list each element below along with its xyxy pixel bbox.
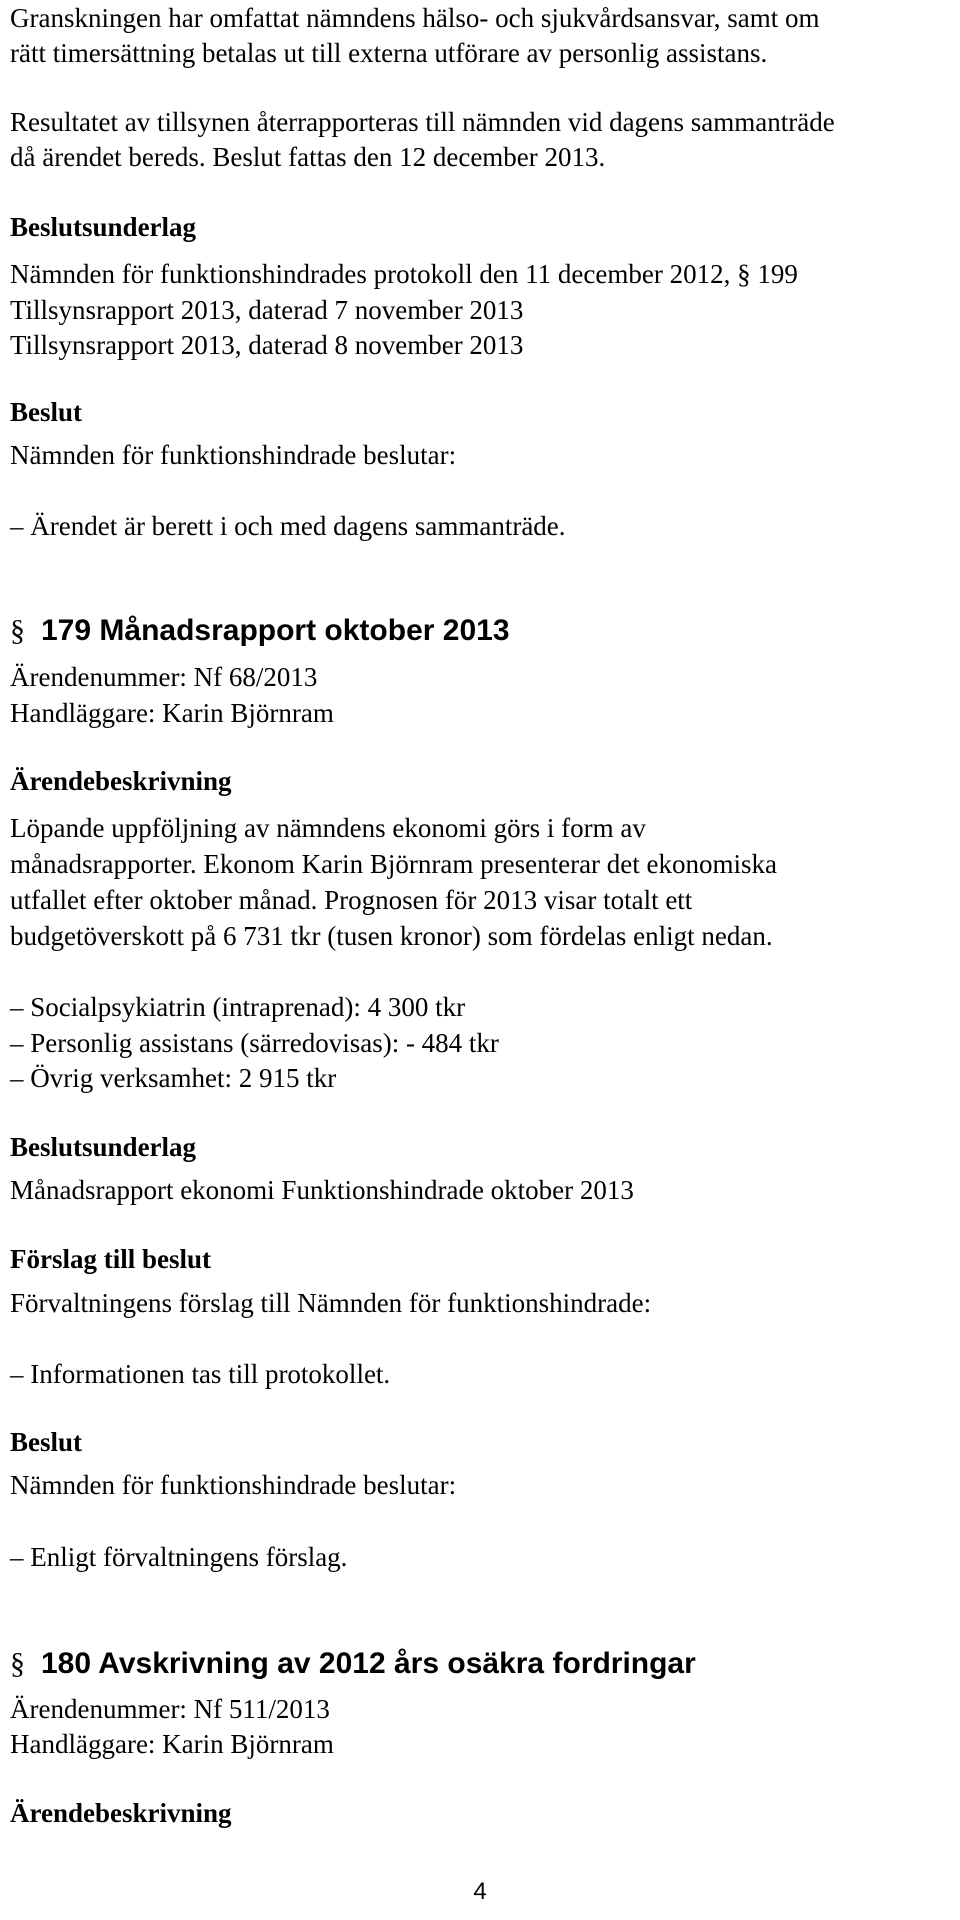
handlaggare: Handläggare: Karin Björnram xyxy=(10,1729,334,1759)
intro-line-3: Resultatet av tillsynen återrapporteras till nämnden vid dagens sammanträde xyxy=(10,107,835,137)
intro-line-4: då ärendet bereds. Beslut fattas den 12 december 2013. xyxy=(10,142,606,172)
handlaggare: Handläggare: Karin Björnram xyxy=(10,698,334,728)
page-number: 4 xyxy=(473,1878,487,1905)
underlag-item: Tillsynsrapport 2013, daterad 8 november 2013 xyxy=(10,330,524,360)
section-title: 180 Avskrivning av 2012 års osäkra fordringar xyxy=(41,1647,696,1680)
beslut-heading: Beslut xyxy=(10,397,83,427)
forslag-heading: Förslag till beslut xyxy=(10,1244,211,1274)
beskrivning-line: budgetöverskott på 6 731 tkr (tusen kronor) som fördelas enligt nedan. xyxy=(10,921,773,951)
beskrivning-line: utfallet efter oktober månad. Prognosen för 2013 visar totalt ett xyxy=(10,885,693,915)
forslag-item: – Informationen tas till protokollet. xyxy=(10,1359,391,1389)
arendenummer: Ärendenummer: Nf 68/2013 xyxy=(10,662,318,692)
underlag-item: Tillsynsrapport 2013, daterad 7 november 2013 xyxy=(10,295,524,325)
paragraph-sign: § xyxy=(10,1647,25,1680)
beslutsunderlag-heading: Beslutsunderlag xyxy=(10,1132,197,1162)
beslut-intro: Nämnden för funktionshindrade beslutar: xyxy=(10,440,457,470)
section-title: 179 Månadsrapport oktober 2013 xyxy=(41,614,510,647)
beslut-heading: Beslut xyxy=(10,1427,83,1457)
section-179-heading xyxy=(10,613,510,649)
underlag-item: Månadsrapport ekonomi Funktionshindrade oktober 2013 xyxy=(10,1175,634,1205)
intro-line-2: rätt timersättning betalas ut till externa utförare av personlig assistans. xyxy=(10,38,768,68)
underlag-item: Nämnden för funktionshindrades protokoll den 11 december 2012, § 199 xyxy=(10,259,798,289)
intro-line-1: Granskningen har omfattat nämndens hälso- och sjukvårdsansvar, samt om xyxy=(10,3,820,33)
budget-list-item: – Övrig verksamhet: 2 915 tkr xyxy=(10,1063,337,1093)
budget-list-item: – Personlig assistans (särredovisas): - 484 tkr xyxy=(10,1028,499,1058)
paragraph-sign: § xyxy=(10,614,25,647)
beslut-item: – Enligt förvaltningens förslag. xyxy=(10,1542,348,1572)
section-180-heading xyxy=(10,1646,696,1682)
arendenummer: Ärendenummer: Nf 511/2013 xyxy=(10,1694,330,1724)
budget-list-item: – Socialpsykiatrin (intraprenad): 4 300 tkr xyxy=(10,992,466,1022)
beslutsunderlag-heading: Beslutsunderlag xyxy=(10,212,197,242)
beslut-intro: Nämnden för funktionshindrade beslutar: xyxy=(10,1470,457,1500)
arendebeskrivning-heading: Ärendebeskrivning xyxy=(10,1798,232,1828)
forslag-intro: Förvaltningens förslag till Nämnden för funktionshindrade: xyxy=(10,1288,652,1318)
beslut-item: – Ärendet är berett i och med dagens sammanträde. xyxy=(10,511,566,541)
arendebeskrivning-heading: Ärendebeskrivning xyxy=(10,766,232,796)
beskrivning-line: månadsrapporter. Ekonom Karin Björnram presenterar det ekonomiska xyxy=(10,849,778,879)
beskrivning-line: Löpande uppföljning av nämndens ekonomi görs i form av xyxy=(10,813,646,843)
